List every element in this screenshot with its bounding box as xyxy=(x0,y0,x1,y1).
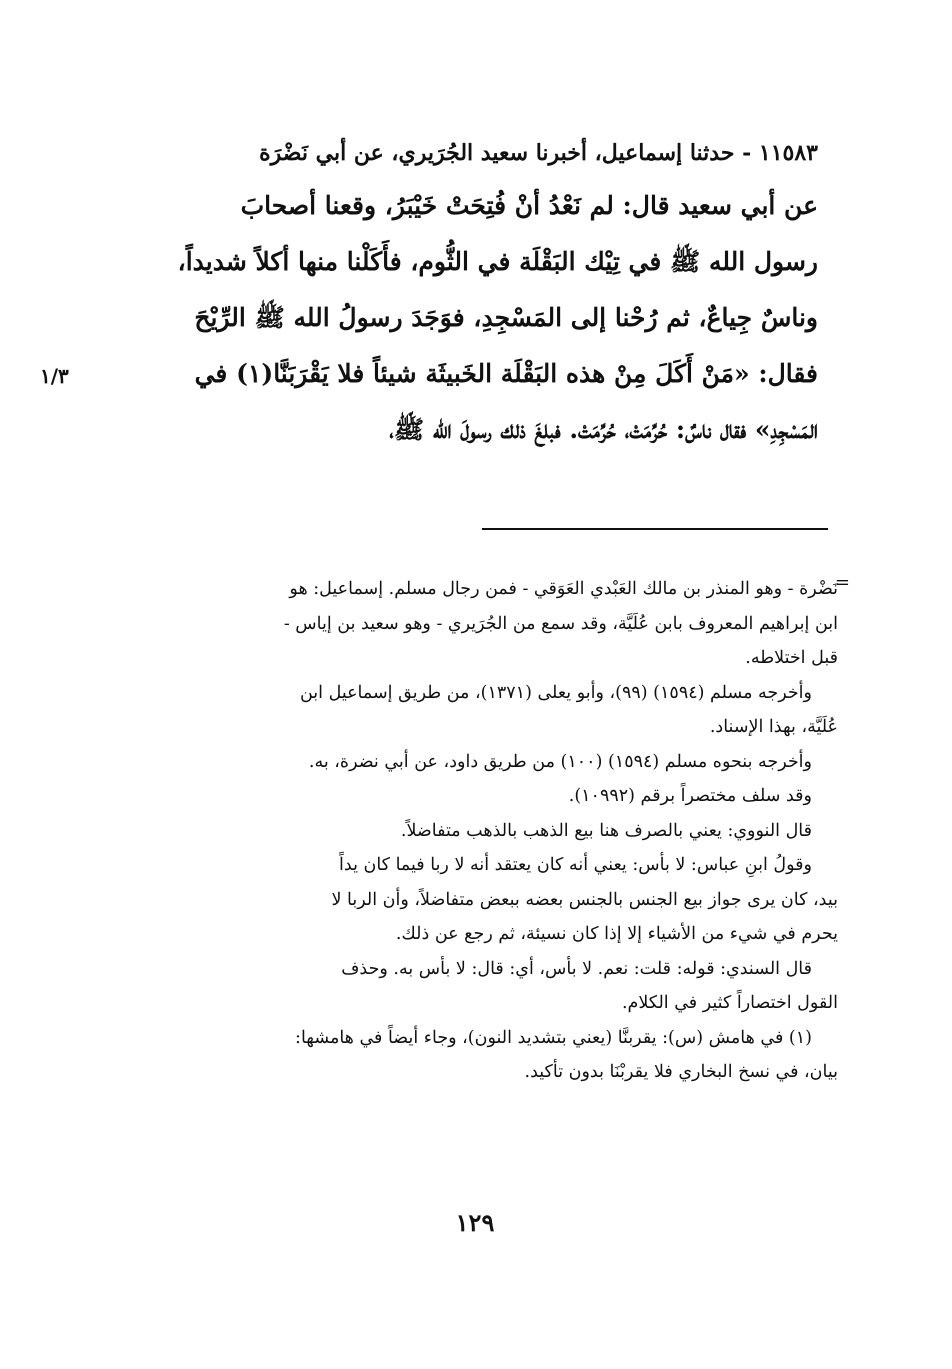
page-number: ١٢٩ xyxy=(455,1208,495,1237)
hadith-line: رسول الله ﷺ في تِيْك البَقْلَة في الثُّوم، فأَكَلْنا منها أكلاً شديداً، xyxy=(177,247,818,276)
footnote-line: نَضْرة - وهو المنذر بن مالك العَبْدي العَوَقي - فمن رجال مسلم. إسماعيل: هو xyxy=(289,579,838,599)
footnotes xyxy=(118,572,850,1090)
margin-reference: ١/٣ xyxy=(40,364,69,388)
hadith-line: ١١٥٨٣ - حدثنا إسماعيل، أخبرنا سعيد الجُرَيري، عن أبي نَضْرَة xyxy=(259,140,818,166)
hadith-line: وناسٌ جِياعٌ، ثم رُحْنا إلى المَسْجِدِ، فوَجَدَ رسولُ الله ﷺ الرِّيْحَ xyxy=(194,303,818,332)
footnote-line: قال السندي: قوله: قلت: نعم. لا بأس، أي: قال: لا بأس به. وحذف xyxy=(341,958,812,979)
continuation-marker: = xyxy=(834,572,850,593)
footnote-separator xyxy=(482,528,828,530)
footnote-line: قبل اختلاطه. xyxy=(745,648,838,668)
hadith-line: فقال: «مَنْ أَكَلَ مِنْ هذه البَقْلَة الخَبيثَة شيئاً فلا يَقْرَبَنَّا(١) في xyxy=(194,359,818,388)
footnote-line: القول اختصاراً كثير في الكلام. xyxy=(621,993,838,1013)
footnote-line: بيان، في نسخ البخاري فلا يقربْنَا بدون تأكيد. xyxy=(524,1062,838,1082)
footnote-line: ابن إبراهيم المعروف بابن عُلَيَّة، وقد سمع من الجُرَيري - وهو سعيد بن إياس - xyxy=(283,613,838,634)
footnote-line: وأخرجه بنحوه مسلم (١٥٩٤) (١٠٠) من طريق داود، عن أبي نضرة، به. xyxy=(308,751,812,772)
footnote-line: (١) في هامش (س): يقربنَّا (يعني بتشديد النون)، وجاء أيضاً في هامشها: xyxy=(295,1027,812,1048)
footnote-line: وقولُ ابنِ عباس: لا بأس: يعني أنه كان يعتقد أنه لا ربا فيما كان يداً xyxy=(339,855,812,875)
main-text xyxy=(118,128,818,458)
footnote-line: يحرم في شيء من الأشياء إلا إذا كان نسيئة، ثم رجع عن ذلك. xyxy=(395,924,838,944)
footnote-line: قال النووي: يعني بالصرف هنا بيع الذهب بالذهب متفاضلاً. xyxy=(400,820,812,841)
footnote-line: بيد، كان يرى جواز بيع الجنس بالجنس بعضه ببعض متفاضلاً، وأن الربا لا xyxy=(331,889,838,910)
hadith-line: عن أبي سعيد قال: لم نَعْدُ أنْ فُتِحَتْ خَيْبَرُ، وقعنا أصحابَ xyxy=(240,191,818,220)
footnote-line: وأخرجه مسلم (١٥٩٤) (٩٩)، وأبو يعلى (١٣٧١)، من طريق إسماعيل ابن xyxy=(299,682,812,703)
footnote-line: عُلَيَّة، بهذا الإسناد. xyxy=(709,717,838,737)
footnote-line: وقد سلف مختصراً برقم (١٠٩٩٢). xyxy=(568,786,812,806)
hadith-line: المَسْجِدِ» فقال ناسٌ: حُرِّمَتْ، حُرِّمَتْ. فبلغَ ذلك رسولَ الله ﷺ، xyxy=(389,415,818,444)
